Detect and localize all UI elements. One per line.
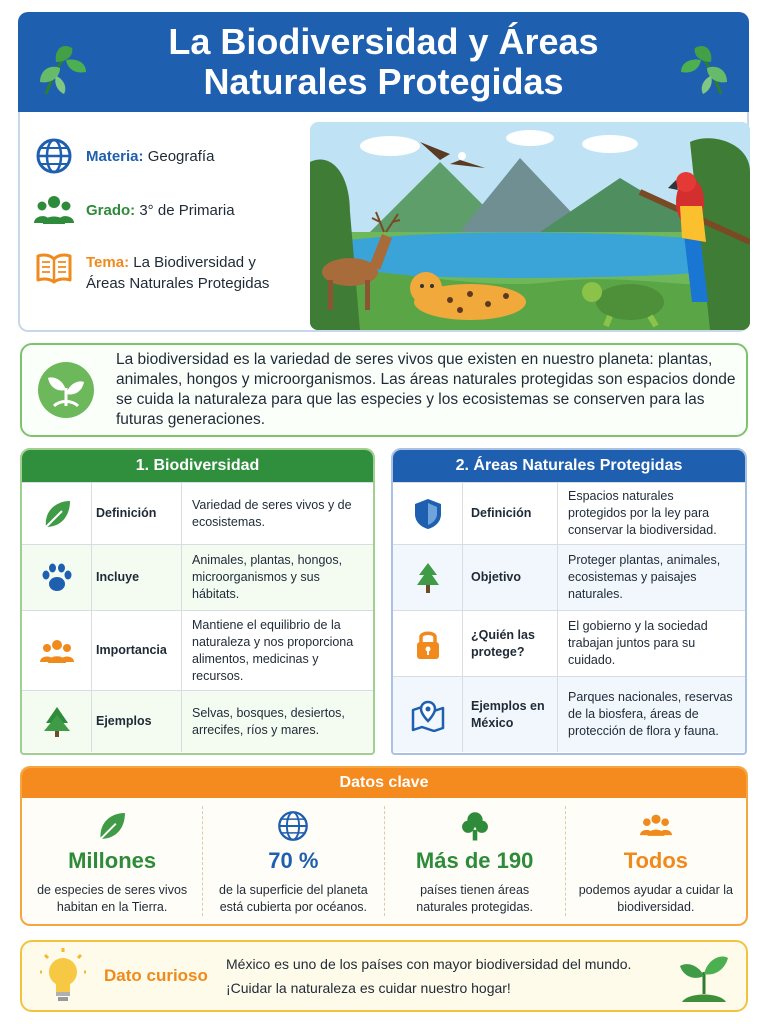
tree-icon: [411, 561, 445, 595]
globe-icon: [34, 136, 74, 176]
intro-text: La biodiversidad es la variedad de seres vivos que existen en nuestro planeta: plantas, animales, hongos y microorganismos. Las áreas naturales protegidas son espacios donde se cuida la naturaleza para que las especies y los ecosistemas se conserven para las futuras generaciones.: [116, 351, 736, 428]
desc-definicion: Espacios naturales protegidos por la ley para conservar la biodiversidad.: [568, 489, 717, 537]
term-definicion: Definición: [463, 483, 558, 544]
table-row: [393, 544, 745, 610]
table-row: [22, 482, 373, 544]
table-row: [393, 676, 745, 752]
dato-small: de especies de seres vivos habitan en la Tierra.: [37, 883, 188, 914]
dato-curioso-line2: ¡Cuidar la naturaleza es cuidar nuestro hogar!: [226, 980, 511, 996]
trees-icon: [40, 705, 74, 739]
term-objetivo: Objetivo: [463, 545, 558, 610]
datos-clave-panel: [20, 766, 748, 926]
page-title: La Biodiversidad y Áreas Naturales Protegidas: [168, 21, 599, 102]
datos-clave-title: Datos clave: [22, 768, 746, 798]
row-icon-cell: [22, 545, 92, 610]
dato-item: [22, 806, 203, 916]
dato-big: Más de 190: [415, 848, 534, 873]
anp-title: 2. Áreas Naturales Protegidas: [393, 450, 745, 482]
leaf-icon: [40, 497, 74, 531]
leaf-icon: [91, 810, 133, 842]
table-row: [22, 544, 373, 610]
dato-curioso-line1: México es uno de los países con mayor biodiversidad del mundo.: [226, 956, 632, 972]
sprout-leaves-icon: [36, 360, 96, 420]
leaves-decoration-icon: [32, 28, 92, 100]
term-incluye: Incluye: [92, 545, 182, 610]
dato-item: [203, 806, 384, 916]
dato-curioso-box: [20, 940, 748, 1012]
term-definicion: Definición: [92, 483, 182, 544]
grado-label: Grado:: [86, 202, 136, 219]
dato-big: 70 %: [268, 848, 319, 873]
nature-illustration: [310, 122, 750, 330]
row-icon-cell: [22, 611, 92, 690]
desc-quien: El gobierno y la sociedad trabajan juntos para su cuidado.: [568, 619, 708, 667]
row-icon-cell: [22, 483, 92, 544]
intro-box: [20, 343, 748, 437]
lock-icon: [411, 627, 445, 661]
paw-icon: [40, 561, 74, 595]
row-icon-cell: [393, 677, 463, 752]
map-pin-icon: [411, 698, 445, 732]
row-icon-cell: [393, 483, 463, 544]
row-icon-cell: [393, 611, 463, 676]
term-ejemplos-mexico: Ejemplos en México: [463, 677, 558, 752]
people-icon: [34, 190, 74, 230]
biodiversidad-table: [20, 448, 375, 755]
desc-ejemplos-mexico: Parques nacionales, reservas de la biosfera, áreas de protección de flora y fauna.: [568, 690, 733, 738]
anp-table: [391, 448, 747, 755]
book-icon: [34, 248, 74, 288]
leaves-decoration-icon: [675, 28, 735, 100]
globe-icon: [272, 810, 314, 842]
people-icon: [40, 634, 74, 668]
dato-small: países tienen áreas naturales protegidas.: [416, 883, 533, 914]
table-row: [22, 610, 373, 690]
desc-importancia: Mantiene el equilibrio de la naturaleza y nos proporciona alimentos, medicinas y recursos.: [192, 617, 354, 683]
materia-label: Materia:: [86, 148, 144, 165]
tema-label: Tema:: [86, 254, 130, 271]
tree-icon: [454, 810, 496, 842]
grado-value: 3° de Primaria: [139, 202, 235, 219]
dato-small: podemos ayudar a cuidar la biodiversidad.: [578, 883, 733, 914]
header-banner: [18, 12, 749, 112]
dato-item: [566, 806, 746, 916]
materia-row: [34, 136, 214, 176]
info-card: [18, 112, 749, 332]
grado-row: [34, 190, 235, 230]
tema-value: La Biodiversidad y Áreas Naturales Protegidas: [86, 254, 270, 292]
sprout-icon: [674, 946, 734, 1006]
lightbulb-icon: [40, 948, 86, 1004]
dato-item: [385, 806, 566, 916]
dato-big: Millones: [68, 848, 157, 873]
row-icon-cell: [22, 691, 92, 752]
people-icon: [635, 810, 677, 842]
shield-icon: [411, 497, 445, 531]
desc-definicion: Variedad de seres vivos y de ecosistemas.: [192, 497, 352, 529]
desc-incluye: Animales, plantas, hongos, microorganismos y sus hábitats.: [192, 553, 343, 601]
table-row: [393, 610, 745, 676]
row-icon-cell: [393, 545, 463, 610]
term-quien: ¿Quién las protege?: [463, 611, 558, 676]
desc-ejemplos: Selvas, bosques, desiertos, arrecifes, ríos y mares.: [192, 705, 345, 737]
biodiversidad-title: 1. Biodiversidad: [22, 450, 373, 482]
table-row: [393, 482, 745, 544]
table-row: [22, 690, 373, 752]
materia-value: Geografía: [147, 148, 215, 165]
desc-objetivo: Proteger plantas, animales, ecosistemas y paisajes naturales.: [568, 553, 721, 601]
dato-big: Todos: [623, 848, 689, 873]
dato-small: de la superficie del planeta está cubierta por océanos.: [219, 883, 368, 914]
tema-row: [34, 248, 296, 294]
dato-curioso-label: Dato curioso: [104, 966, 208, 985]
term-ejemplos: Ejemplos: [92, 691, 182, 752]
term-importancia: Importancia: [92, 611, 182, 690]
